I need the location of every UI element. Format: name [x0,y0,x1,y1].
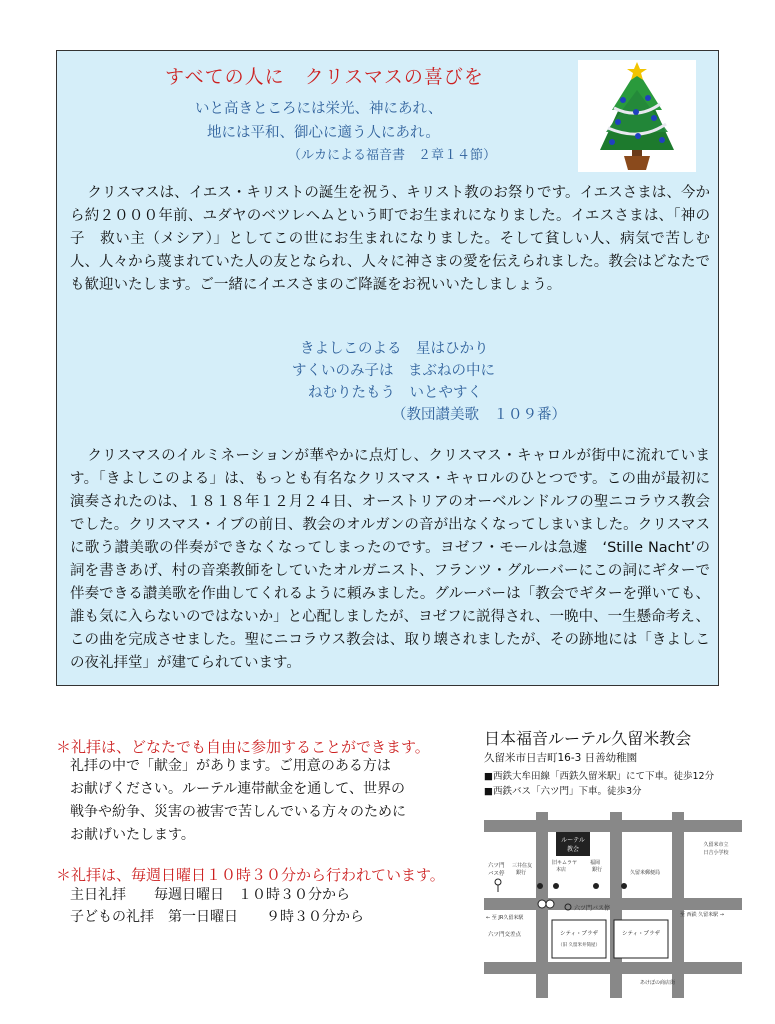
map-bus-stop-road: 六ツ門バス停 [574,905,611,912]
map-bank1-a: 三井住友 [512,863,533,869]
map-bus-stop-1: 六ツ門 [488,863,505,869]
access-map [484,812,742,998]
hymn-source: （教団讃美歌 １０９番） [392,407,566,423]
map-city-hall-1: 久留米市立 [703,842,729,848]
map-shopping-street: あけぼの商店街 [640,980,676,986]
church-address: 久留米市日吉町16-3 日善幼稚園 [484,752,638,764]
map-city-plaza-1: シティ・プラザ [559,931,599,937]
map-city-plaza-2: シティ・プラザ [621,931,661,937]
map-to-jr: ← 至 JR久留米駅 [486,915,524,921]
direction-bus: ■西鉄バス「六ツ門」下車。徒歩3分 [484,786,642,797]
map-store-1: 旧キムラヤ [552,860,577,866]
church-name: 日本福音ルーテル久留米教会 [484,729,692,748]
map-intersection: 六ツ門交差点 [488,932,522,938]
hymn-line-2: すくいのみ子は まぶねの中に [292,363,495,379]
offering-note: 礼拝の中で「献金」があります。ご用意のある方は お献げください。ルーテル連帯献金を通して、世界の 戦争や紛争、災害の被害で苦しんでいる方々のために お献げいたします。 [70,758,406,843]
schedule-sunday: 主日礼拝 毎週日曜日 １０時３０分から [70,887,350,903]
hymn-line-1: きよしこのよる 星はひかり [300,341,489,357]
verse-line-2: 地には平和、御心に適う人にあれ。 [207,125,440,141]
map-to-nishitetsu: 至 西鉄 久留米駅 → [680,912,724,918]
verse-source: （ルカによる福音書 ２章１４節） [288,148,497,163]
map-church-label-2: 教会 [566,846,580,853]
page-title: すべての人に クリスマスの喜びを [165,66,484,88]
schedule-children: 子どもの礼拝 第一日曜日 ９時３０分から [70,909,364,925]
map-city-hall-2: 日吉小学校 [703,850,729,856]
map-post-office: 久留米郵便局 [630,870,661,876]
map-church-label-1: ルーテル [561,837,585,844]
hymn-line-3: ねむりたもう いとやすく [308,385,482,401]
schedule-heading: ＊礼拝は、毎週日曜日１０時３０分から行われています。 [56,866,445,884]
map-bank1-b: 銀行 [516,870,527,876]
worship-note-heading: ＊礼拝は、どなたでも自由に参加することができます。 [56,738,430,756]
map-bank2-a: 福岡 [590,860,601,866]
map-store-2: 本店 [556,867,567,873]
intro-paragraph: クリスマスは、イエス・キリストの誕生を祝う、キリスト教のお祭りです。イエスさまは、今から約２０００年前、ユダヤのベツレヘムという町でお生まれになりました。イエスさまは、「神の子 救い主（メシア）」としてこの世にお生まれになりました。そして貧しい人、病気で苦しむ人、人々から蔑まれていた人の友となられ、人々に神さまの愛を伝えられました。教会はどなたでも歓迎いたします。ご一緒にイエスさまのご降誕をお祝いいたしましょう。 [70,185,710,293]
history-paragraph: クリスマスのイルミネーションが華やかに点灯し、クリスマス・キャロルが街中に流れています。「きよしこのよる」は、もっとも有名なクリスマス・キャロルのひとつです。この曲が最初に演奏されたのは、１８１８年１２月２４日、オーストリアのオーベルンドルフの聖ニコラウス教会でした。クリスマス・イブの前日、教会のオルガンの音が出なくなってしまいました。クリスマスに歌う讃美歌の伴奏ができなくなってしまったのです。ヨゼフ・モールは急遽 ‘Stille Nacht’の詞を書きあげ、村の音楽教師をしていたオルガニスト、フランツ・グルーバーにこの詞にギターで伴奏できる讃美歌を作曲してくれるように頼みました。グルーバーは「教会でギターを弾いても、誰も気に入らないのではないか」と心配しましたが、ヨゼフに説得され、一晩中、一生懸命考え、この曲を完成させました。聖にニコラウス教会は、取り壊されましたが、その跡地には「きよしこの夜礼拝堂」が建てられています。 [70,448,710,671]
christmas-tree-image [578,60,696,172]
map-bank2-b: 銀行 [592,867,603,873]
map-bus-stop-2: バス停 [488,871,505,877]
map-city-plaza-1-sub: （旧 久留米井筒屋） [558,943,600,948]
verse-line-1: いと高きところには栄光、神にあれ、 [195,101,443,117]
direction-train: ■西鉄大牟田線「西鉄久留米駅」にて下車。徒歩12分 [484,771,715,782]
